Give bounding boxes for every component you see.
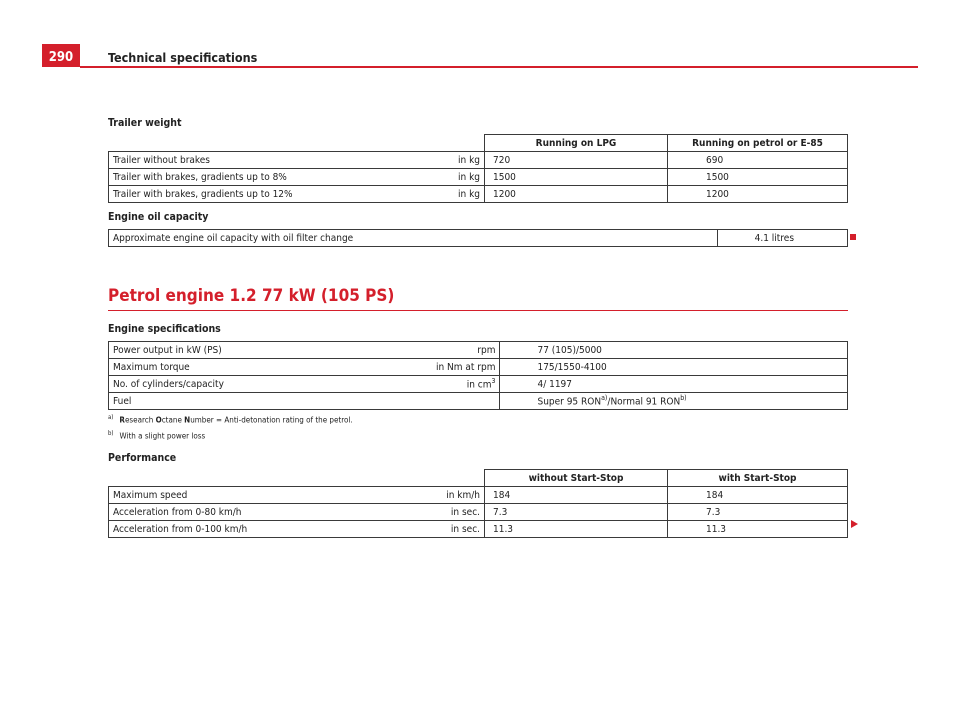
- engine-specifications-label: Engine specifications: [108, 323, 221, 335]
- footnote-ref: a): [601, 394, 608, 403]
- header-rule: [80, 66, 918, 68]
- table-row: [109, 342, 848, 359]
- footnote-mark: b): [108, 430, 114, 437]
- column-header: Running on petrol or E-85: [668, 135, 848, 152]
- table-row: [109, 487, 848, 504]
- row-description: Approximate engine oil capacity with oil filter change: [109, 230, 718, 247]
- row-unit: in kg: [432, 186, 485, 203]
- table-header-row: [109, 135, 848, 152]
- row-unit: in km/h: [432, 487, 485, 504]
- row-value: 1500: [668, 169, 848, 186]
- row-unit: in sec.: [432, 521, 485, 538]
- row-unit: in sec.: [432, 504, 485, 521]
- table-row: [109, 230, 848, 247]
- row-value: 1200: [668, 186, 848, 203]
- trailer-weight-table: [108, 134, 848, 203]
- unit-text: in cm: [466, 379, 492, 391]
- performance-table: [108, 469, 848, 538]
- row-description: Maximum torque: [109, 359, 433, 376]
- section-title: Petrol engine 1.2 77 kW (105 PS): [108, 286, 395, 306]
- table-row: [109, 152, 848, 169]
- page-header: [42, 44, 918, 68]
- table-row: [109, 359, 848, 376]
- table-header-row: [109, 470, 848, 487]
- row-description: Acceleration from 0-100 km/h: [109, 521, 433, 538]
- row-value: 720: [485, 152, 668, 169]
- table-row: [109, 376, 848, 393]
- row-value: 184: [485, 487, 668, 504]
- trailer-weight-label: Trailer weight: [108, 117, 182, 129]
- row-value: 7.3: [668, 504, 848, 521]
- fuel-alternative: /Normal 91 RON: [607, 396, 681, 408]
- row-description: Acceleration from 0-80 km/h: [109, 504, 433, 521]
- footnote-text: umber = Anti-detonation rating of the petrol.: [190, 415, 353, 425]
- footnote-text: With a slight power loss: [119, 431, 206, 441]
- section-end-marker: [850, 234, 856, 240]
- footnote: [108, 430, 205, 441]
- row-description: Power output in kW (PS): [109, 342, 433, 359]
- engine-specifications-table: [108, 341, 848, 410]
- row-value: 175/1550-4100: [500, 359, 848, 376]
- row-value: [500, 393, 848, 410]
- row-unit: rpm: [432, 342, 500, 359]
- row-value: 1500: [485, 169, 668, 186]
- footnote-ref: b): [680, 394, 687, 403]
- row-value: 77 (105)/5000: [500, 342, 848, 359]
- column-header: without Start-Stop: [485, 470, 668, 487]
- column-header: with Start-Stop: [668, 470, 848, 487]
- engine-oil-table: [108, 229, 848, 247]
- row-unit: [432, 376, 500, 393]
- row-description: Trailer without brakes: [109, 152, 433, 169]
- column-header: Running on LPG: [485, 135, 668, 152]
- row-value: 4/ 1197: [500, 376, 848, 393]
- row-value: 4.1 litres: [717, 230, 847, 247]
- row-value: 184: [668, 487, 848, 504]
- row-value: 11.3: [668, 521, 848, 538]
- row-unit: in Nm at rpm: [432, 359, 500, 376]
- engine-oil-label: Engine oil capacity: [108, 211, 209, 223]
- row-description: No. of cylinders/capacity: [109, 376, 433, 393]
- table-row: [109, 521, 848, 538]
- table-row: [109, 169, 848, 186]
- table-row: [109, 504, 848, 521]
- footnote-initial: N: [184, 415, 191, 425]
- table-row: [109, 186, 848, 203]
- performance-label: Performance: [108, 452, 177, 464]
- page-number: 290: [42, 44, 80, 67]
- row-unit: in kg: [432, 152, 485, 169]
- footnote-text: esearch: [124, 415, 156, 425]
- page-title: Technical specifications: [108, 50, 258, 65]
- table-row: [109, 393, 848, 410]
- footnote: [108, 414, 353, 425]
- row-value: 7.3: [485, 504, 668, 521]
- row-description: Trailer with brakes, gradients up to 8%: [109, 169, 433, 186]
- fuel-primary: Super 95 RON: [537, 396, 602, 408]
- row-value: 1200: [485, 186, 668, 203]
- footnote-text: ctane: [161, 415, 185, 425]
- row-unit: [432, 393, 500, 410]
- continue-arrow-icon: [851, 520, 858, 528]
- row-description: Maximum speed: [109, 487, 433, 504]
- row-unit: in kg: [432, 169, 485, 186]
- section-rule: [108, 310, 848, 311]
- footnote-mark: a): [108, 414, 114, 421]
- row-description: Fuel: [109, 393, 433, 410]
- row-value: 11.3: [485, 521, 668, 538]
- footnote-initial: R: [119, 415, 125, 425]
- row-value: 690: [668, 152, 848, 169]
- footnote-initial: O: [155, 415, 162, 425]
- unit-superscript: 3: [491, 377, 496, 386]
- row-description: Trailer with brakes, gradients up to 12%: [109, 186, 433, 203]
